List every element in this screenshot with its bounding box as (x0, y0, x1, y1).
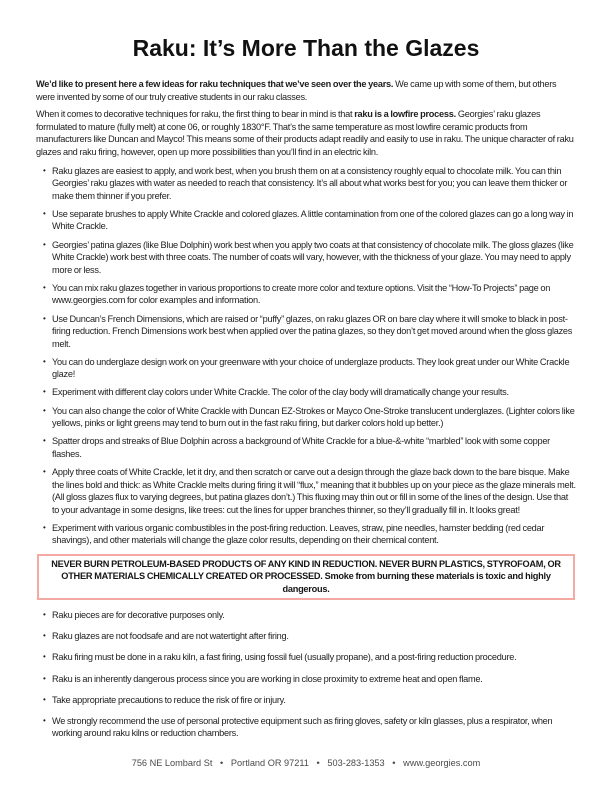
bullet-icon: • (43, 631, 46, 641)
safety-text: We strongly recommend the use of personal protective equipment such as firing gloves, safety or kiln glasses, plus a respirator, when working around raku kilns or reduction chambers. (52, 715, 553, 739)
bullet-icon: • (43, 610, 46, 620)
bullet-icon: • (43, 436, 46, 446)
safety-text: Raku is an inherently dangerous process since you are working in close proximity to extreme heat and open flame. (52, 673, 483, 684)
bullet-icon: • (43, 208, 46, 218)
safety-list (36, 609, 576, 740)
tip-item (36, 435, 576, 460)
intro-paragraph (36, 78, 576, 103)
tip-item (36, 208, 576, 233)
bullet-icon: • (43, 522, 46, 532)
safety-item (36, 673, 576, 686)
bullet-icon: • (43, 694, 46, 704)
bullet-icon: • (43, 405, 46, 415)
tip-text: Experiment with different clay colors under White Crackle. The color of the clay body will dramatically change your results. (52, 387, 509, 398)
overview-text-post: Georgies’ raku glazes formulated to mature (fully melt) at cone 06, or roughly 1830°F. That’s the same temperature as most lowfire ceramic products from manufacturers like Duncan and Mayco! This means some of their products adapt readily and easily to use in raku. The unique character of raku glazes and raku firing, however, open up more possibilities than you’ll find in an electric kiln. (36, 109, 574, 157)
tip-item (36, 239, 576, 277)
tip-item (36, 165, 576, 203)
tip-text: Georgies’ patina glazes (like Blue Dolphin) work best when you apply two coats at that consistency of chocolate milk. The gloss glazes (like White Crackle) work best with three coats. The number of coats will vary, however, with the thickness of your glaze. You may need to apply more or less. (52, 239, 574, 275)
tip-item (36, 405, 576, 430)
bullet-icon: • (43, 356, 46, 366)
overview-bold-text: raku is a lowfire process. (354, 109, 456, 120)
tip-text: Raku glazes are easiest to apply, and work best, when you brush them on at a consistency roughly equal to chocolate milk. You can thin Georgies’ raku glazes with water as needed to reach that consistency. It’s all about what works best for you; you can leave them thicker or make them thinner if you prefer. (52, 165, 568, 201)
tip-item (36, 313, 576, 351)
safety-text: Raku firing must be done in a raku kiln, a fast firing, using fossil fuel (usually propane), and a post-firing reduction procedure. (52, 652, 517, 663)
bullet-icon: • (43, 387, 46, 397)
tip-item (36, 466, 576, 516)
tip-item (36, 356, 576, 381)
bullet-icon: • (43, 313, 46, 323)
tip-text: Use separate brushes to apply White Crackle and colored glazes. A little contamination from one of the colored glazes can go a long way in White Crackle. (52, 208, 574, 232)
tip-text: Experiment with various organic combustibles in the post-firing reduction. Leaves, straw, pine needles, hamster bedding (red cedar shavings), and other materials will change the glaze color results, depending on their chemical content. (52, 522, 545, 546)
overview-text-pre: When it comes to decorative techniques for raku, the first thing to bear in mind is that (36, 109, 355, 120)
safety-item (36, 630, 576, 643)
bullet-icon: • (43, 239, 46, 249)
tip-item (36, 386, 576, 399)
safety-item (36, 715, 576, 740)
safety-item (36, 609, 576, 622)
tip-text: Apply three coats of White Crackle, let it dry, and then scratch or carve out a design through the glaze back down to the bare bisque. Make the lines bold and thick: as White Crackle melts during firing it will “flux,” meaning that it bubbles up on your piece as the glaze minerals melt. (All gloss glazes flux to varying degrees, but patina glazes don’t.) This fluxing may thin out or fill in some of the lines of the design. Use that to your advantage in some designs, like trees: cut the lines for upper branches thinner, so they’ll gradually fill in. It looks great! (52, 466, 576, 515)
tip-text: Use Duncan’s French Dimensions, which are raised or “puffy” glazes, on raku glazes OR on bare clay where it will smoke to black in post-firing reduction. French Dimensions work best when applied over the patina glazes, so they don’t get moved around when the gloss glazes melt. (52, 313, 573, 349)
bullet-icon: • (43, 652, 46, 662)
safety-text: Take appropriate precautions to reduce the risk of fire or injury. (52, 694, 286, 705)
page-title: Raku: It’s More Than the Glazes (132, 35, 480, 61)
tip-item (36, 282, 576, 307)
tip-text: You can also change the color of White Crackle with Duncan EZ-Strokes or Mayco One-Stroke translucent underglazes. (Lighter colors like yellows, pinks or light greens may tend to burn out in the fast raku firing, but darker colors hold up better.) (52, 405, 575, 429)
warning-text: NEVER BURN PETROLEUM-BASED PRODUCTS OF ANY KIND IN REDUCTION. NEVER BURN PLASTICS, STYROFOAM, OR OTHER MATERIALS CHEMICALLY CREATED OR PROCESSED. Smoke from burning these materials is toxic and highly dangerous. (51, 559, 561, 594)
safety-text: Raku glazes are not foodsafe and are not watertight after firing. (52, 631, 289, 642)
bullet-icon: • (43, 673, 46, 683)
safety-item (36, 651, 576, 664)
intro-bold-text: We’d like to present here a few ideas for raku techniques that we’ve seen over the years. (36, 79, 394, 89)
bullet-icon: • (43, 715, 46, 725)
tips-list (36, 165, 576, 547)
bullet-icon: • (43, 165, 46, 175)
overview-paragraph (36, 108, 576, 158)
tip-text: Spatter drops and streaks of Blue Dolphin across a background of White Crackle for a blue-&-white “marbled” look with some copper flashes. (52, 436, 550, 459)
intro-regular-text: We came up with some of them, but others were invented by some of our truly creative students in our raku classes. (36, 79, 557, 102)
tip-item (36, 522, 576, 547)
tip-text: You can mix raku glazes together in various proportions to create more color and texture options. Visit the “How-To Projects” page on www.georgies.com for color examples and information. (52, 282, 551, 306)
warning-box (37, 554, 575, 600)
safety-item (36, 694, 576, 707)
tip-text: You can do underglaze design work on your greenware with your choice of underglaze products. They look great under our White Crackle glaze! (52, 356, 570, 380)
bullet-icon: • (43, 282, 46, 292)
bullet-icon: • (43, 466, 46, 476)
safety-text: Raku pieces are for decorative purposes only. (52, 610, 225, 621)
footer-address: 756 NE Lombard St • Portland OR 97211 • 503-283-1353 • www.georgies.com (131, 758, 481, 768)
